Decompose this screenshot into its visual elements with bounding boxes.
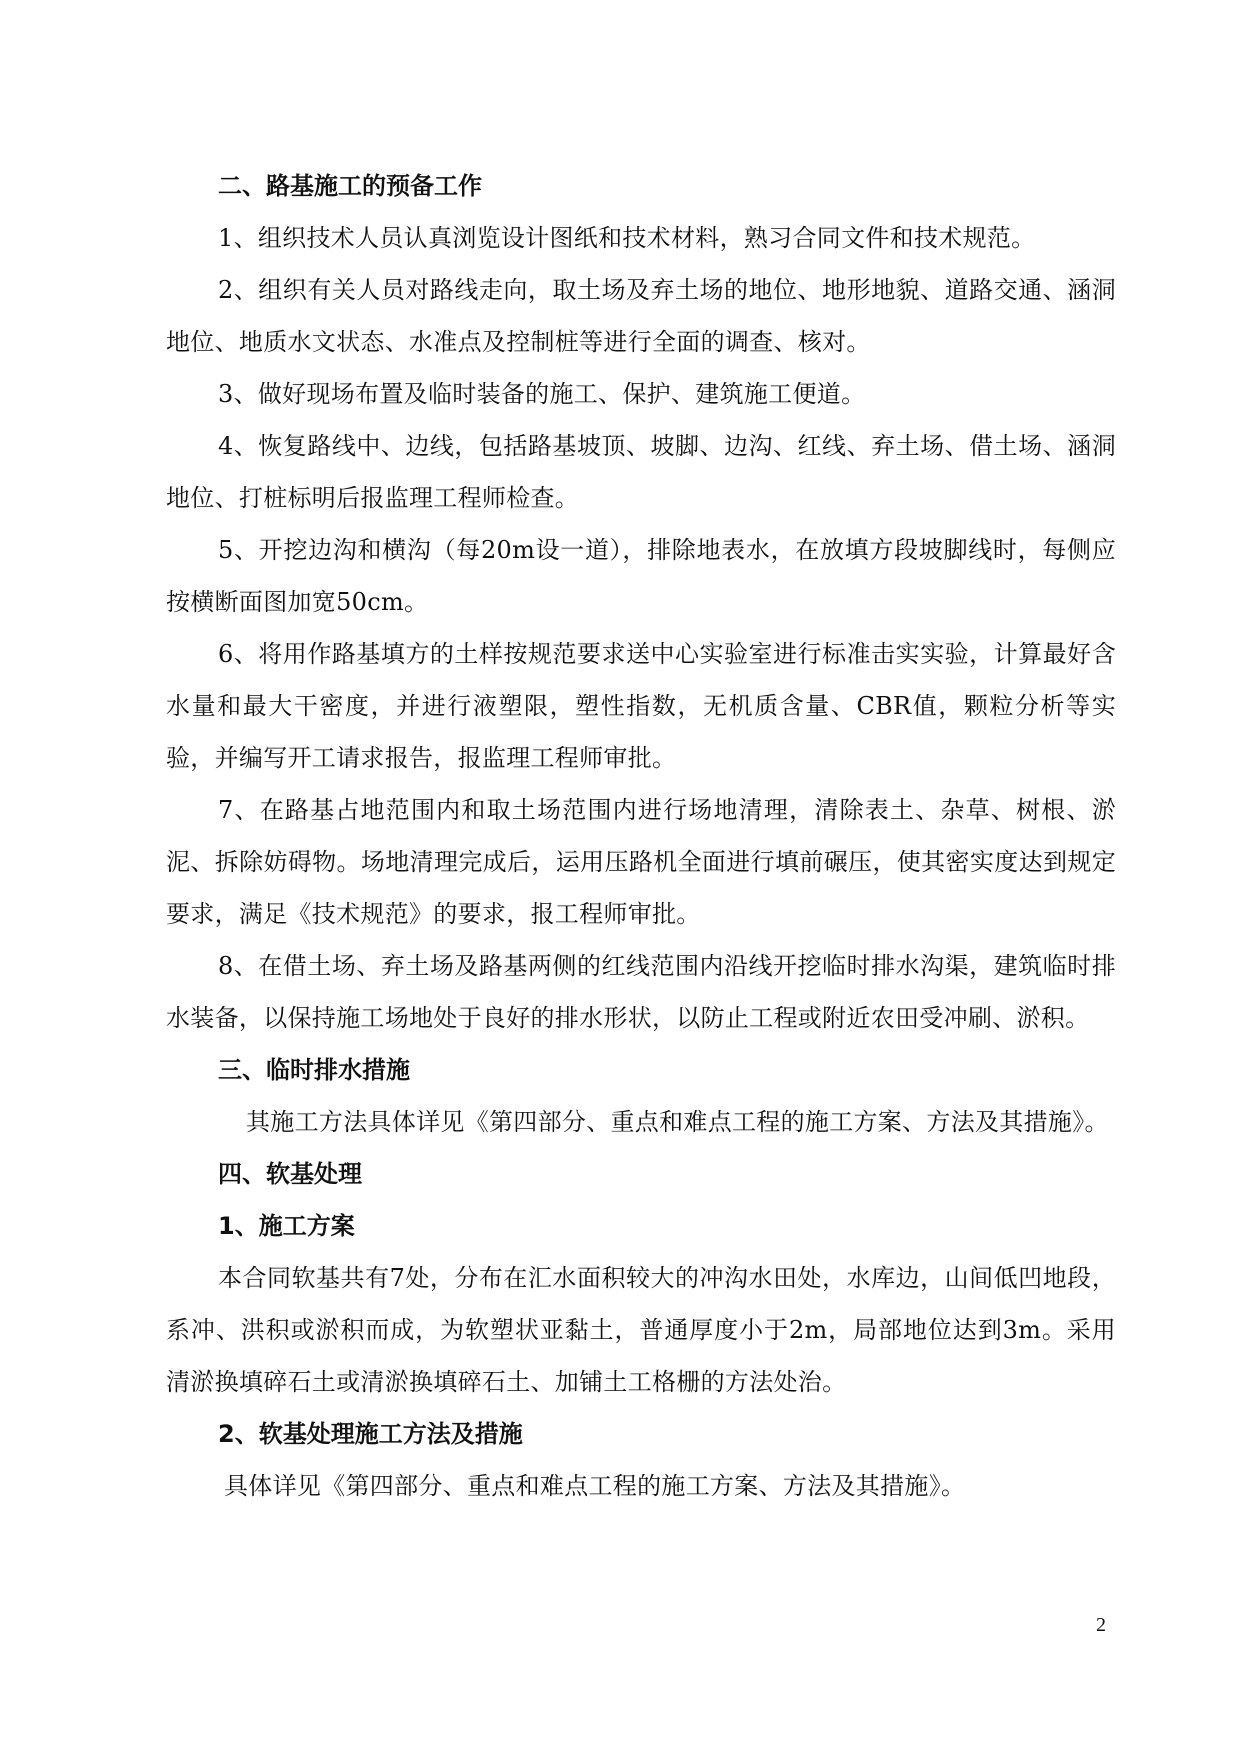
section-heading-2: 二、路基施工的预备工作 <box>218 172 482 200</box>
paragraph-soft-foundation-method: 具体详见《第四部分、重点和难点工程的施工方案、方法及其措施》。 <box>224 1472 966 1500</box>
paragraph-item-4: 4、恢复路线中、边线，包括路基坡顶、坡脚、边沟、红线、弃土场、借土场、涵洞地位、打桩标明后报监理工程师检查。 <box>166 432 1116 512</box>
paragraph-item-5: 5、开挖边沟和横沟（每20m设一道），排除地表水，在放填方段坡脚线时，每侧应按横断面图加宽50cm。 <box>166 536 1116 616</box>
paragraph-item-6: 6、将用作路基填方的土样按规范要求送中心实验室进行标准击实实验，计算最好含水量和最大干密度，并进行液塑限，塑性指数，无机质含量、CBR值，颗粒分析等实验，并编写开工请求报告，报监理工程师审批。 <box>166 640 1116 772</box>
paragraph-drainage: 其施工方法具体详见《第四部分、重点和难点工程的施工方案、方法及其措施》。 <box>246 1108 1109 1136</box>
section-heading-4: 四、软基处理 <box>218 1160 362 1188</box>
paragraph-item-8: 8、在借土场、弃土场及路基两侧的红线范围内沿线开挖临时排水沟渠，建筑临时排水装备，以保持施工场地处于良好的排水形状，以防止工程或附近农田受冲刷、淤积。 <box>166 952 1116 1032</box>
subsection-heading-4-1: 1、施工方案 <box>218 1212 355 1240</box>
page-content <box>166 160 1116 1512</box>
paragraph-item-7: 7、在路基占地范围内和取土场范围内进行场地清理，清除表土、杂草、树根、淤泥、拆除妨碍物。场地清理完成后，运用压路机全面进行填前碾压，使其密实度达到规定要求，满足《技术规范》的要求，报工程师审批。 <box>166 796 1116 928</box>
section-heading-3: 三、临时排水措施 <box>218 1056 410 1084</box>
page-number: 2 <box>1096 1614 1106 1636</box>
paragraph-item-2: 2、组织有关人员对路线走向，取土场及弃土场的地位、地形地貌、道路交通、涵洞地位、地质水文状态、水准点及控制桩等进行全面的调查、核对。 <box>166 276 1116 356</box>
paragraph-item-3: 3、做好现场布置及临时装备的施工、保护、建筑施工便道。 <box>218 380 866 408</box>
subsection-heading-4-2: 2、软基处理施工方法及措施 <box>218 1420 523 1448</box>
paragraph-item-1: 1、组织技术人员认真浏览设计图纸和技术材料，熟习合同文件和技术规范。 <box>218 224 1036 252</box>
paragraph-soft-foundation-plan: 本合同软基共有7处，分布在汇水面积较大的冲沟水田处，水库边，山间低凹地段，系冲、洪积或淤积而成，为软塑状亚黏土，普通厚度小于2m，局部地位达到3m。采用清淤换填碎石土或清淤换填碎石土、加铺土工格栅的方法处治。 <box>166 1264 1116 1396</box>
